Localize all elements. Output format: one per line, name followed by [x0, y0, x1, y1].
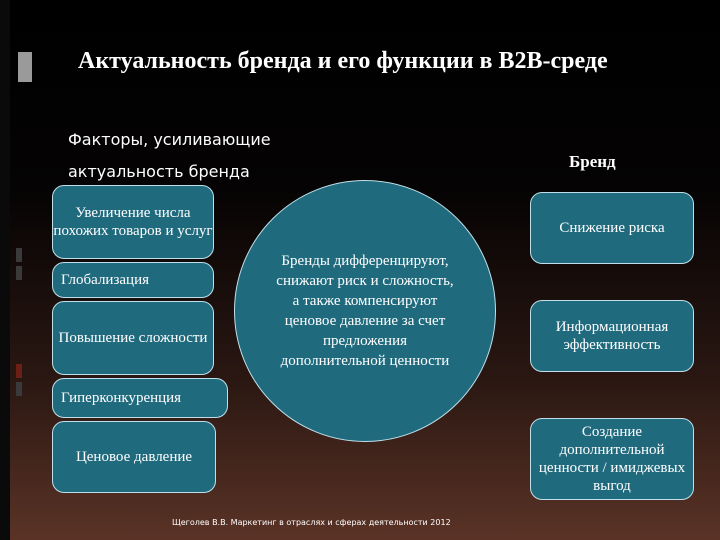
- decor-bar: [16, 364, 22, 378]
- factor-box-complexity: [52, 301, 214, 375]
- slide-title: Актуальность бренда и его функции в B2B-среде: [78, 48, 608, 74]
- function-label: Информационная эффективность: [555, 319, 669, 353]
- brand-heading: Бренд: [569, 152, 616, 171]
- factor-box-globalization: [52, 262, 214, 298]
- decor-bar: [18, 52, 32, 82]
- factor-box-similar-goods: [52, 185, 214, 259]
- decor-bar: [16, 382, 22, 396]
- factors-heading-line: актуальность бренда: [68, 162, 250, 181]
- factor-box-hypercompetition: [52, 378, 228, 418]
- center-text: Бренды дифференцируют, снижают риск и сложность, а также компенсируют ценовое давление за счет предложения дополнительной ценности: [276, 253, 454, 369]
- function-label: Создание дополнительной ценности / имиджевых выгод: [538, 424, 686, 494]
- factors-heading: [68, 124, 348, 188]
- center-circle: [234, 180, 496, 442]
- function-box-risk: [530, 192, 694, 264]
- function-label: Снижение риска: [559, 220, 665, 236]
- factor-label: Увеличение числа похожих товаров и услуг: [53, 205, 213, 239]
- factor-label: Ценовое давление: [75, 449, 193, 465]
- decor-bar: [16, 248, 22, 262]
- factor-box-price-pressure: [52, 421, 216, 493]
- factor-label: Глобализация: [61, 272, 150, 288]
- footer-citation: Щеголев В.В. Маркетинг в отраслях и сферах деятельности 2012: [172, 518, 451, 527]
- left-decor-strip: [0, 0, 10, 540]
- decor-bar: [16, 266, 22, 280]
- factors-heading-line: Факторы, усиливающие: [68, 130, 271, 149]
- function-box-information: [530, 300, 694, 372]
- function-box-value: [530, 418, 694, 500]
- factor-label: Гиперконкуренция: [61, 390, 182, 406]
- factor-label: Повышение сложности: [58, 330, 208, 346]
